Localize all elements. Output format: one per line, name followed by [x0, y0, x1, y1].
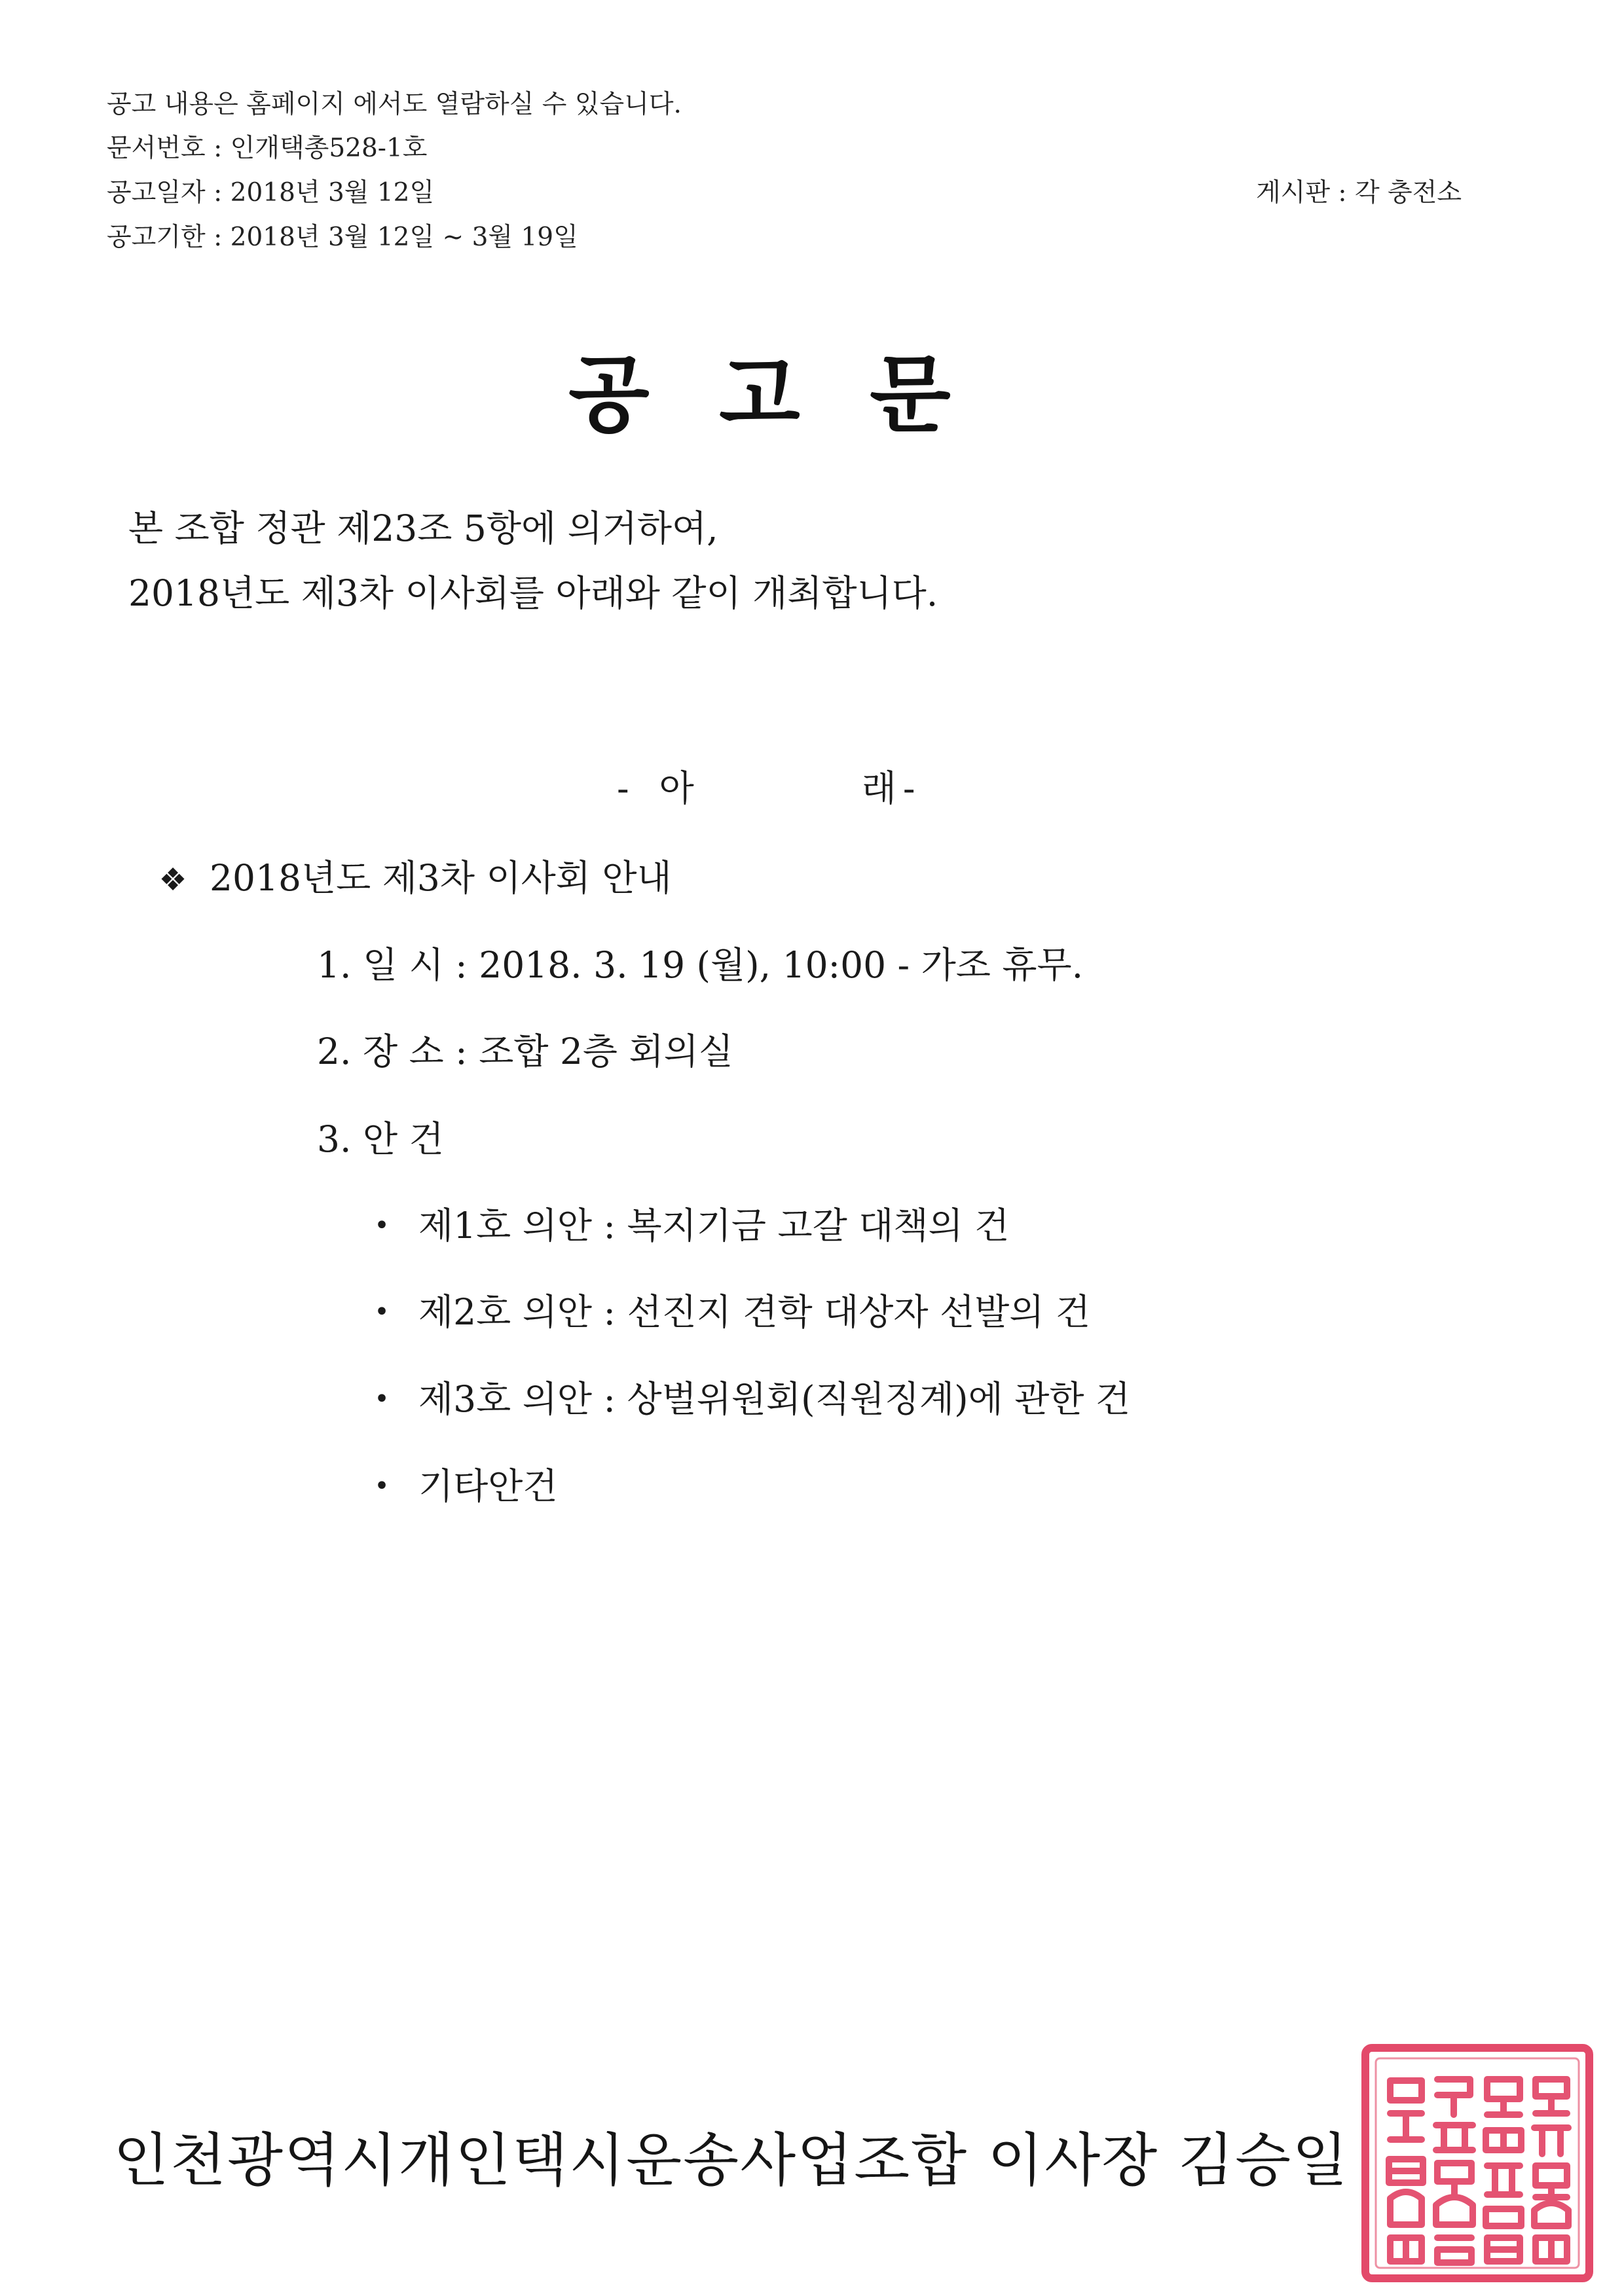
agenda-item-text: 제1호 의안 : 복지기금 고갈 대책의 건 [418, 1205, 1010, 1247]
bullet-dot-icon: • [374, 1471, 390, 1501]
notice-period: 공고기한 : 2018년 3월 12일 ~ 3월 19일 [107, 223, 578, 252]
issuer-signature-line: 인천광역시개인택시운송사업조합 이사장 김승일 [113, 2126, 1350, 2194]
heading-char: 아 [659, 767, 694, 809]
agenda-item-text: 제2호 의안 : 선진지 견학 대상자 선발의 건 [418, 1291, 1090, 1333]
list-item: 1. 일 시 : 2018. 3. 19 (월), 10:00 - 가조 휴무. [317, 944, 1084, 986]
bullet-dot-icon: • [374, 1384, 390, 1414]
bulletin-board-location: 게시판 : 각 충전소 [1256, 178, 1462, 208]
homepage-notice: 공고 내용은 홈페이지 에서도 열람하실 수 있습니다. [107, 90, 682, 119]
agenda-item-text: 기타안건 [418, 1465, 558, 1507]
title-char: 고 [719, 346, 800, 444]
list-item: 3. 안 건 [317, 1118, 444, 1160]
section-title: 2018년도 제3차 이사회 안내 [210, 857, 672, 899]
bullet-dot-icon: • [374, 1297, 390, 1327]
agenda-item [369, 1197, 1009, 1248]
diamond-bullet-icon: ❖ [158, 862, 187, 898]
intro-line: 2018년도 제3차 이사회를 아래와 같이 개최합니다. [128, 572, 938, 614]
agenda-item [369, 1457, 558, 1509]
title-char: 문 [870, 346, 951, 444]
agenda-item-text: 제3호 의안 : 상벌위원회(직원징계)에 관한 건 [418, 1378, 1131, 1420]
title-char: 공 [568, 346, 650, 444]
intro-line: 본 조합 정관 제23조 5항에 의거하여, [128, 507, 718, 549]
section-heading [155, 849, 672, 901]
heading-dash: - [902, 767, 915, 809]
heading-dash: - [617, 767, 629, 809]
below-heading [617, 759, 915, 811]
document-title [568, 327, 951, 448]
official-seal-icon [1359, 2041, 1596, 2285]
heading-char: 래 [861, 767, 896, 809]
notice-date: 공고일자 : 2018년 3월 12일 [107, 178, 435, 208]
document-number: 문서번호 : 인개택총528-1호 [107, 134, 428, 163]
agenda-item [369, 1283, 1090, 1335]
bullet-dot-icon: • [374, 1211, 390, 1241]
agenda-item [369, 1370, 1130, 1422]
list-item: 2. 장 소 : 조합 2층 회의실 [317, 1030, 733, 1072]
